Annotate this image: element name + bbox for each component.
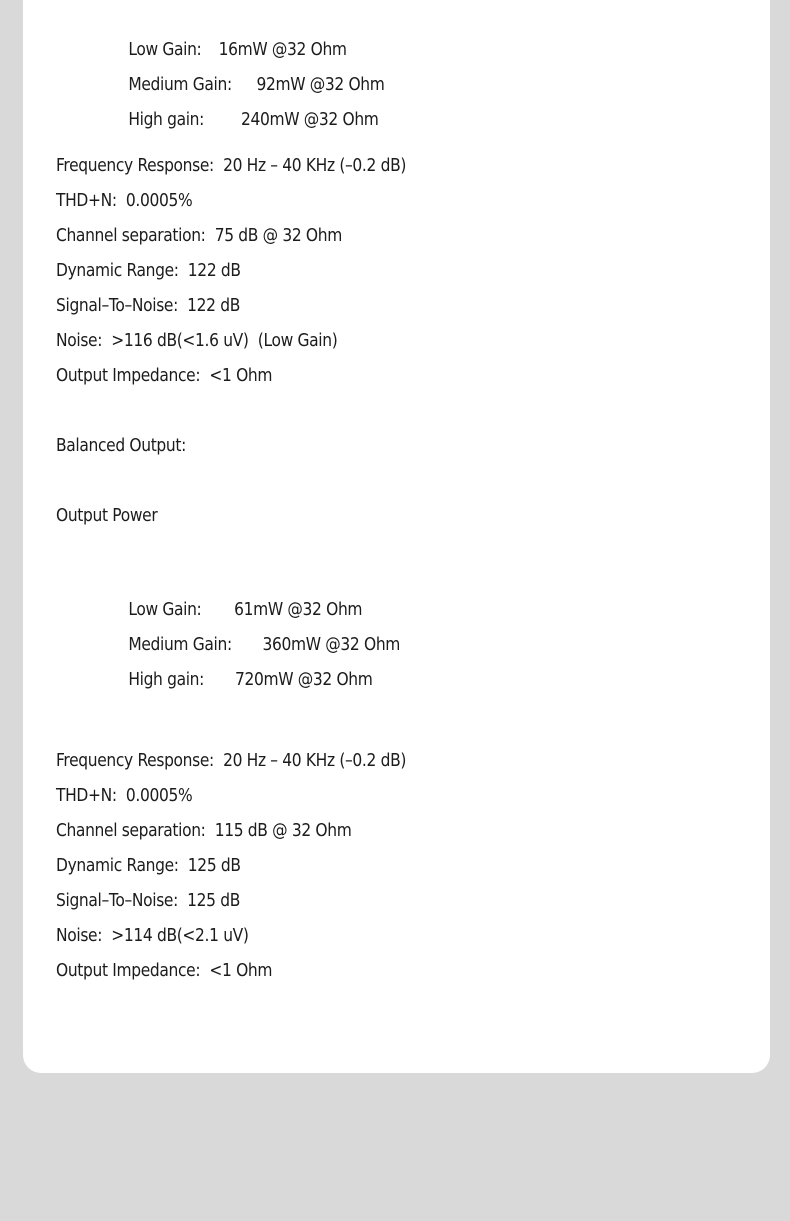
spec-frequency-response: Frequency Response: 20 Hz – 40 KHz (–0.2 dB)	[56, 750, 407, 771]
gain-value: 16mW @32 Ohm	[218, 39, 347, 60]
gain-value: 92mW @32 Ohm	[256, 74, 385, 95]
gain-label: High gain:	[128, 669, 205, 690]
gain-value: 720mW @32 Ohm	[234, 669, 373, 690]
unbalanced-gain-row-high	[110, 84, 379, 156]
spec-dynamic-range: Dynamic Range: 122 dB	[56, 260, 241, 281]
spec-channel-separation: Channel separation: 75 dB @ 32 Ohm	[56, 225, 342, 246]
spec-channel-separation: Channel separation: 115 dB @ 32 Ohm	[56, 820, 352, 841]
output-power-heading: Output Power	[56, 505, 158, 526]
gain-value: 61mW @32 Ohm	[234, 599, 363, 620]
balanced-gain-row-high	[110, 644, 373, 716]
spec-output-impedance: Output Impedance: <1 Ohm	[56, 365, 273, 386]
gain-label: Medium Gain:	[128, 634, 232, 655]
gain-value: 240mW @32 Ohm	[240, 109, 379, 130]
spec-thd-n: THD+N: 0.0005%	[56, 190, 193, 211]
spec-thd-n: THD+N: 0.0005%	[56, 785, 193, 806]
spec-signal-to-noise: Signal–To–Noise: 122 dB	[56, 295, 240, 316]
spec-noise: Noise: >114 dB(<2.1 uV)	[56, 925, 249, 946]
spec-noise: Noise: >116 dB(<1.6 uV) (Low Gain)	[56, 330, 338, 351]
spec-frequency-response: Frequency Response: 20 Hz – 40 KHz (–0.2 dB)	[56, 155, 407, 176]
spec-dynamic-range: Dynamic Range: 125 dB	[56, 855, 241, 876]
gain-label: Low Gain:	[128, 39, 202, 60]
spec-signal-to-noise: Signal–To–Noise: 125 dB	[56, 890, 240, 911]
spec-card	[23, 0, 770, 1073]
gain-label: High gain:	[128, 109, 205, 130]
gain-label: Medium Gain:	[128, 74, 232, 95]
gain-label: Low Gain:	[128, 599, 202, 620]
spec-output-impedance: Output Impedance: <1 Ohm	[56, 960, 273, 981]
balanced-output-heading: Balanced Output:	[56, 435, 186, 456]
gain-value: 360mW @32 Ohm	[262, 634, 401, 655]
